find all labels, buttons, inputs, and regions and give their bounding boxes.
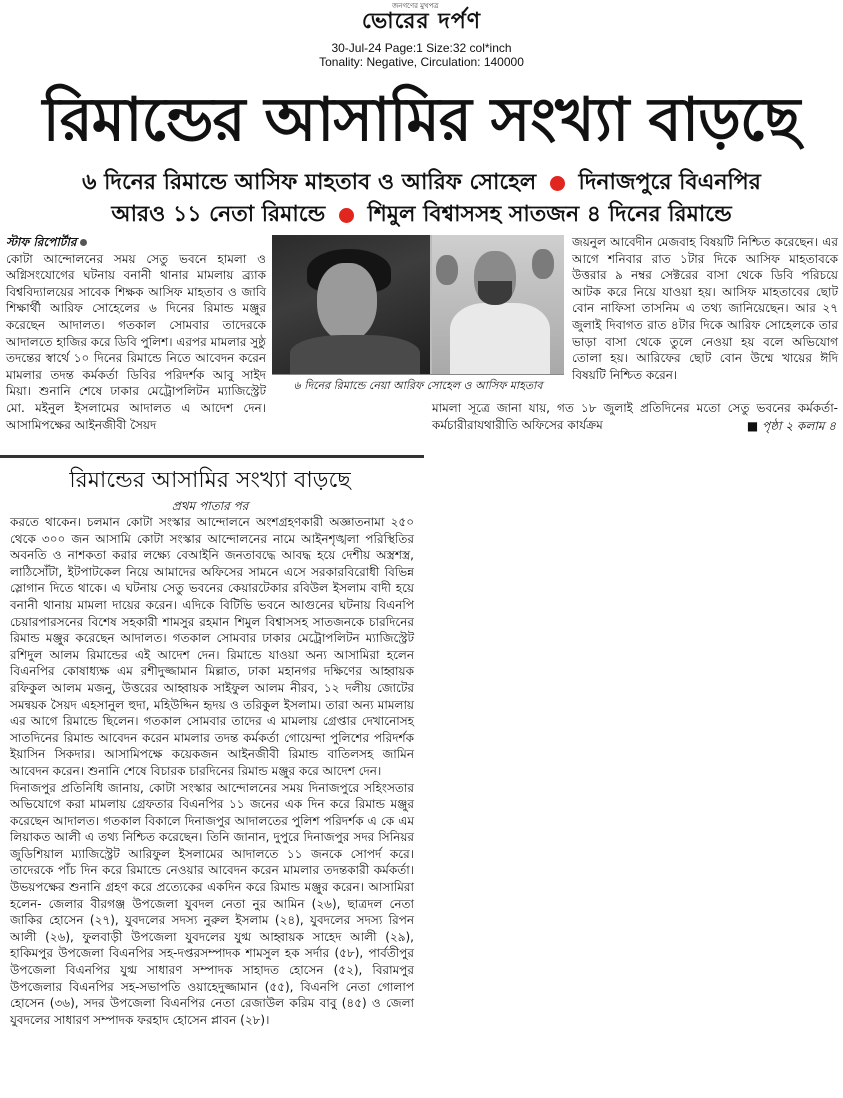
deck-text: ৬ দিনের রিমান্ডে আসিফ মাহতাব ও আরিফ সোহেল <box>82 170 537 195</box>
jump-line: ■ পৃষ্ঠা ২ কলাম ৪ <box>746 419 836 433</box>
clipping-date-line: 30-Jul-24 Page:1 Size:32 col*inch <box>331 41 512 55</box>
section-divider <box>0 455 424 458</box>
deck-line-1 <box>0 168 843 198</box>
continuation-paragraph-1: করতে থাকেন। চলমান কোটা সংস্কার আন্দোলনে অংশগ্রহণকারী অজ্ঞাতনামা ২৫০ থেকে ৩০০ জন আসামি কোটা সংস্কার আন্দোলনের নামে আইনশৃঙ্খলা পরিস্থিতির অবনতি ও নাশকতা করার লক্ষ্যে বেআইনি জনতাবদ্ধে আবদ্ধ হয়ে দেশীয় অস্ত্রশস্ত্র, লাঠিসোঁটা, ইটপাটকেল নিয়ে আমাদের অফিসের সামনে এসে সরকারবিরোধী বিভিন্ন স্লোগান দিতে থাকে। এ ঘটনায় সেতু ভবনের কেয়ারটেকার রবিউল ইসলাম বাদী হয়ে বনানী থানায় মামলা দায়ের করেন। এদিকে বিটিভি ভবনে আগুনের ঘটনায় বিএনপি চেয়ারপারসনের বিশেষ সহকারী শামসুর রহমান শিমুল বিশ্বাসসহ সাতজনকে চারদিনের রিমান্ড মঞ্জুর করেছেন আদালত। গতকাল সোমবার ঢাকার মেট্রোপলিটন ম্যাজিস্ট্রেট রশিদুল আলম রিমান্ডের এই আদেশ দেন। রিমান্ডে যাওয়া অন্য আসামিরা হলেন বিএনপির কোষাধ্যক্ষ এম রশীদুজ্জামান মিল্লাত, ঢাকা মহানগর দক্ষিণের আহ্বায়ক রফিকুল আলম মজনু, উত্তরের আহ্বায়ক সাইফুল আলম নীরব, ১২ দলীয় জোটের সমন্বয়ক সৈয়দ এহসানুল হুদা, মহিউদ্দিন হৃদয় ও তরিকুল ইসলাম। তারা অন্য মামলায় এর আগে রিমান্ডে ছিলেন। গতকাল সোমবার তাদের এ মামলায় গ্রেপ্তার দেখানোসহ সাতদিনের রিমান্ড আবেদন করেন মামলার তদন্ত কর্মকর্তা গোয়েন্দা পুলিশের পরিদর্শক ইয়াসিন সিকদার। আসামিপক্ষে কয়েকজন আইনজীবী রিমান্ড বাতিলসহ জামিন আবেদন করেন। শুনানি শেষে বিচারক চারদিনের রিমান্ড মঞ্জুর করে আদেশ দেন। <box>10 515 414 778</box>
article-column-2-bottom: মামলা সূত্রে জানা যায়, গত ১৮ জুলাই প্রতিদিনের মতো সেতু ভবনের কর্মকর্তা-কর্মচারীরাযথারীতি অফিসের কার্যক্রম <box>432 401 838 432</box>
red-bullet-icon <box>550 176 565 191</box>
deck-line-2 <box>0 200 843 230</box>
photo-arif-sohel <box>272 235 430 374</box>
byline: স্টাফ রিপোর্টার <box>6 235 77 249</box>
photo-caption: ৬ দিনের রিমান্ডে নেয়া আরিফ সোহেল ও আসিফ মাহতাব <box>272 374 564 397</box>
article-column-3: জয়নুল আবেদীন মেজবাহ বিষয়টি নিশ্চিত করেছেন। এর আগে শনিবার রাত ১টার দিকে আসিফ মাহতাবকে উত্তরার ৯ নম্বর সেক্টরের বাসা থেকে ডিবি পরিচয়ে আটক করে নিয়ে যাওয়া হয়। আসিফ মাহতাবের ছোট বোন নাফিসা তাসনিম এ তথ্য জানিয়েছেন। আর ২৭ জুলাই দিবাগত রাত ৪টার দিকে আরিফ সোহেলকে তার ভাড়া বাসা থেকে তুলে নেওয়া হয় বলে অভিযোগ তোলা হয়। আরিফের ছোট বোন উম্মে খায়ের ঈদি বিষয়টি নিশ্চিত করেন। <box>572 235 838 382</box>
continuation-body <box>10 514 414 1028</box>
byline-bullet-icon <box>80 239 87 246</box>
article-photo <box>272 235 564 396</box>
column-1-text: কোটা আন্দোলনের সময় সেতু ভবনে হামলা ও অগ্নিসংযোগের ঘটনায় বনানী থানার মামলায় ব্র্যাক বিশ্ববিদ্যালয়ের সাবেক শিক্ষক আসিফ মাহতাব ও জাবি শিক্ষার্থী আরিফ সোহেলের ৬ দিনের রিমান্ড মঞ্জুর করেছেন আদালত। গতকাল সোমবার তাদেরকে আদালতে হাজির করে ডিবি পুলিশ। এরপর মামলার সুষ্ঠু তদন্তের স্বার্থে ১০ দিনের রিমান্ডে নিতে আবেদন করেন মামলার তদন্ত কর্মকর্তা ডিবির পরিদর্শক আবু সাইদ মিয়া। শুনানি শেষে ঢাকার মেট্রোপলিটন ম্যাজিস্ট্রেট মো. মইনুল ইসলামের আদালত এ আদেশ দেন। আসামিপক্ষের আইনজীবী সৈয়দ <box>6 251 266 432</box>
photo-asif-mahtab <box>432 235 564 374</box>
article-column-1 <box>6 234 266 433</box>
deck-text: আরও ১১ নেতা রিমান্ডে <box>111 202 326 227</box>
deck-text: শিমুল বিশ্বাসসহ সাতজন ৪ দিনের রিমান্ডে <box>367 202 732 227</box>
logo-tagline: জনগণের মুখপত্র <box>392 2 439 10</box>
continuation-paragraph-2: দিনাজপুর প্রতিনিধি জানায়, কোটা সংস্কার আন্দোলনের সময় দিনাজপুরে সহিংসতার অভিযোগে করা মামলায় গ্রেফতার বিএনপির ১১ জনের এক দিন করে রিমান্ড মঞ্জুর করেছেন আদালত। গতকাল বিকালে দিনাজপুর আদালতের পুলিশ পরিদর্শক এ কে এম লিয়াকত আলী এ তথ্য নিশ্চিত করেছেন। তিনি জানান, দুপুরে দিনাজপুর সদর সিনিয়র জুডিশিয়াল ম্যাজিস্ট্রেট আরিফুল ইসলামের আদালতে ১১ জনকে সোপর্দ করে। তাদেরকে পাঁচ দিন করে রিমান্ডে নেওয়ার আবেদন করেন মামলার তদন্তকারী কর্মকর্তা। উভয়পক্ষের শুনানি গ্রহণ করে প্রত্যেকের একদিন করে রিমান্ড মঞ্জুর করেন। আসামিরা হলেন- জেলার বীরগঞ্জ উপজেলা যুবদল নেতা নুর আমিন (২৬), ছাত্রদল নেতা জাকির হোসেন (২৭), যুবদলের সদস্য নুরুল ইসলাম (২৪), যুবদলের সদস্য রিপন আলী (২৬), ফুলবাড়ী উপজেলা যুবদলের যুগ্ম আহ্বায়ক সাহেদ আলী (২৯), হাকিমপুর উপজেলা বিএনপির সহ-দপ্তরসম্পাদক শামসুল হক সর্দার (৫৮), পার্বতীপুর উপজেলা বিএনপির যুগ্ম সাধারণ সম্পাদক সাহাদত হোসেন (৫২), বিরামপুর উপজেলার বিএনপির সহ-সভাপতি ওয়াহেদুজ্জামান (৫৫), বিএনপি নেতা গোলাপ হোসেন (৩৬), সদর উপজেলা বিএনপির নেতা রেজাউল করিম বাবু (৪৫) ও জেলা যুবদলের সাধারণ সম্পাদক ফরহাদ হোসেন প্লাবন (২৮)। <box>10 780 414 1027</box>
logo-text: ভোরের দর্পণ <box>361 8 482 34</box>
article-headline: রিমান্ডের আসামির সংখ্যা বাড়ছে <box>42 85 800 155</box>
continuation-subtitle: প্রথম পাতার পর <box>171 499 249 513</box>
continuation-title: রিমান্ডের আসামির সংখ্যা বাড়ছে <box>69 468 351 493</box>
clipping-tonality-line: Tonality: Negative, Circulation: 140000 <box>319 55 524 69</box>
masthead <box>0 4 843 69</box>
deck-text: দিনাজপুরে বিএনপির <box>578 170 761 195</box>
red-bullet-icon <box>339 208 354 223</box>
